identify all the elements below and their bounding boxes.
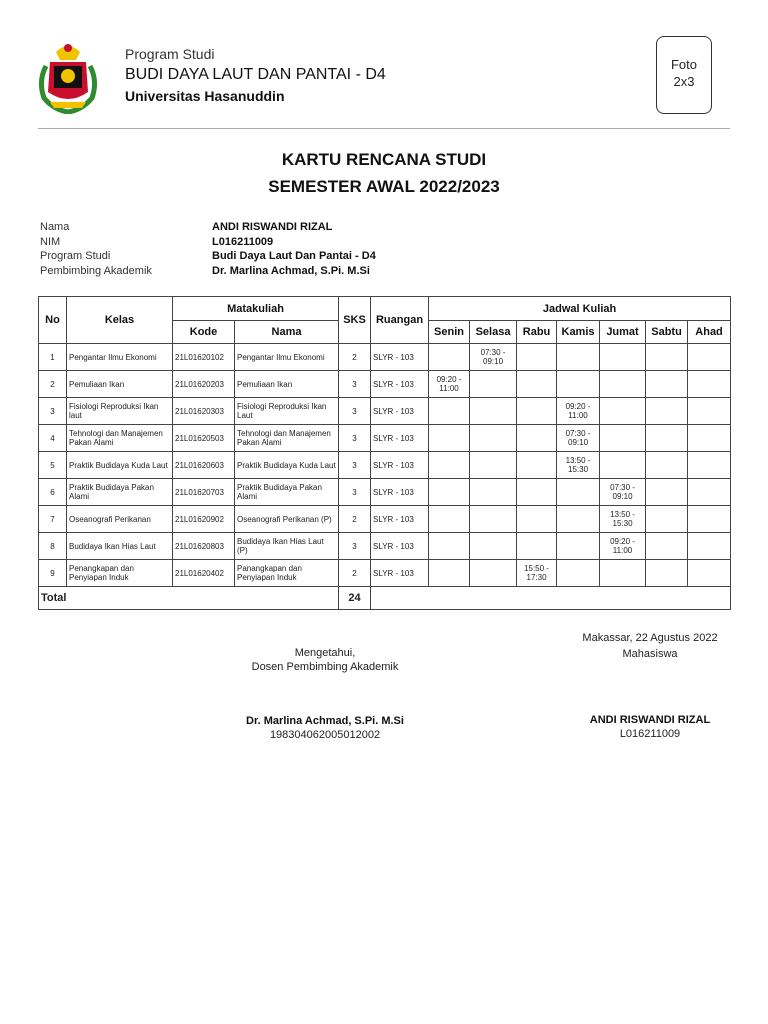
cell-sks: 3 [339, 479, 371, 506]
total-label: Total [39, 587, 339, 610]
cell-no: 4 [39, 425, 67, 452]
cell-schedule: 07:30 - 09:10 [557, 425, 600, 452]
student-signature-name: ANDI RISWANDI RIZAL [589, 714, 711, 726]
table-row [39, 479, 731, 506]
cell-schedule [688, 344, 731, 371]
student-advisor: Dr. Marlina Achmad, S.Pi. M.Si [212, 264, 370, 277]
header-kelas: Kelas [67, 297, 173, 344]
header-kode: Kode [173, 321, 235, 344]
table-row [39, 452, 731, 479]
cell-nama: Pengantar Ilmu Ekonomi [235, 344, 339, 371]
page-header [0, 0, 768, 130]
student-role: Mahasiswa [622, 648, 678, 660]
cell-schedule: 13:50 - 15:30 [557, 452, 600, 479]
cell-schedule: 07:30 - 09:10 [600, 479, 646, 506]
signature-date: Makassar, 22 Agustus 2022 [582, 632, 718, 644]
cell-schedule [470, 398, 517, 425]
cell-kode: 21L01620203 [173, 371, 235, 398]
cell-ruangan: SLYR - 103 [371, 479, 429, 506]
cell-schedule: 07:30 - 09:10 [470, 344, 517, 371]
cell-kelas: Praktik Budidaya Kuda Laut [67, 452, 173, 479]
cell-kode: 21L01620603 [173, 452, 235, 479]
cell-schedule [557, 344, 600, 371]
cell-no: 9 [39, 560, 67, 587]
total-row [39, 587, 731, 610]
cell-schedule [557, 479, 600, 506]
cell-sks: 2 [339, 506, 371, 533]
student-name: ANDI RISWANDI RIZAL [212, 221, 333, 233]
cell-no: 6 [39, 479, 67, 506]
cell-schedule [429, 479, 470, 506]
table-row [39, 398, 731, 425]
total-filler [371, 587, 731, 610]
cell-schedule [646, 425, 688, 452]
cell-kode: 21L01620803 [173, 533, 235, 560]
cell-sks: 3 [339, 398, 371, 425]
header-day-sabtu: Sabtu [646, 321, 688, 344]
table-row [39, 371, 731, 398]
cell-schedule: 09:20 - 11:00 [557, 398, 600, 425]
cell-schedule [517, 371, 557, 398]
cell-schedule [600, 452, 646, 479]
cell-kelas: Oseanografi Perikanan [67, 506, 173, 533]
cell-kelas: Tehnologi dan Manajemen Pakan Alami [67, 425, 173, 452]
cell-schedule [646, 398, 688, 425]
program-name: BUDI DAYA LAUT DAN PANTAI - D4 [125, 66, 386, 83]
cell-ruangan: SLYR - 103 [371, 398, 429, 425]
header-matakuliah: Matakuliah [173, 297, 339, 321]
cell-sks: 3 [339, 371, 371, 398]
header-day-kamis: Kamis [557, 321, 600, 344]
cell-schedule [600, 398, 646, 425]
cell-kode: 21L01620902 [173, 506, 235, 533]
cell-schedule [470, 452, 517, 479]
advisor-signature-name: Dr. Marlina Achmad, S.Pi. M.Si [246, 715, 404, 727]
cell-schedule [470, 371, 517, 398]
cell-schedule [470, 560, 517, 587]
cell-schedule [517, 425, 557, 452]
cell-nama: Tehnologi dan Manajemen Pakan Alami [235, 425, 339, 452]
cell-schedule [429, 398, 470, 425]
cell-ruangan: SLYR - 103 [371, 560, 429, 587]
cell-schedule [517, 506, 557, 533]
cell-kode: 21L01620102 [173, 344, 235, 371]
university-name: Universitas Hasanuddin [125, 88, 285, 104]
cell-schedule [600, 371, 646, 398]
cell-nama: Oseanografi Perikanan (P) [235, 506, 339, 533]
cell-schedule [646, 371, 688, 398]
header-day-ahad: Ahad [688, 321, 731, 344]
cell-ruangan: SLYR - 103 [371, 506, 429, 533]
cell-schedule [646, 533, 688, 560]
photo-label: Foto [670, 57, 697, 72]
cell-schedule [517, 452, 557, 479]
cell-kelas: Praktik Budidaya Pakan Alami [67, 479, 173, 506]
cell-schedule [470, 425, 517, 452]
ack-text: Mengetahui, [294, 647, 356, 659]
cell-nama: Fisiologi Reproduksi Ikan Laut [235, 398, 339, 425]
cell-schedule [646, 506, 688, 533]
name-label: Nama [40, 221, 70, 233]
cell-kelas: Penangkapan dan Penyiapan Induk [67, 560, 173, 587]
cell-schedule [688, 560, 731, 587]
header-divider [38, 128, 730, 129]
student-nim: L016211009 [212, 235, 274, 248]
cell-schedule [557, 533, 600, 560]
table-row [39, 560, 731, 587]
cell-schedule [429, 560, 470, 587]
header-day-selasa: Selasa [470, 321, 517, 344]
cell-schedule [557, 506, 600, 533]
header-day-rabu: Rabu [517, 321, 557, 344]
cell-schedule: 13:50 - 15:30 [600, 506, 646, 533]
cell-schedule [470, 533, 517, 560]
cell-no: 8 [39, 533, 67, 560]
cell-no: 3 [39, 398, 67, 425]
cell-schedule [517, 344, 557, 371]
cell-kelas: Pengantar Ilmu Ekonomi [67, 344, 173, 371]
cell-nama: Praktik Budidaya Pakan Alami [235, 479, 339, 506]
cell-schedule [688, 479, 731, 506]
header-jadwal: Jadwal Kuliah [429, 297, 731, 321]
cell-schedule [688, 398, 731, 425]
document-title: KARTU RENCANA STUDI [281, 150, 487, 169]
table-row [39, 506, 731, 533]
cell-ruangan: SLYR - 103 [371, 452, 429, 479]
total-sks: 24 [339, 587, 371, 610]
cell-schedule: 15:50 - 17:30 [517, 560, 557, 587]
advisor-role: Dosen Pembimbing Akademik [251, 661, 399, 673]
cell-schedule [600, 560, 646, 587]
header-ruangan: Ruangan [371, 297, 429, 344]
cell-schedule: 09:20 - 11:00 [429, 371, 470, 398]
cell-kode: 21L01620303 [173, 398, 235, 425]
cell-kelas: Budidaya Ikan Hias Laut [67, 533, 173, 560]
cell-schedule [688, 425, 731, 452]
header-no: No [39, 297, 67, 344]
cell-ruangan: SLYR - 103 [371, 371, 429, 398]
cell-schedule [688, 452, 731, 479]
cell-schedule [429, 425, 470, 452]
cell-schedule [688, 506, 731, 533]
cell-schedule [600, 344, 646, 371]
nim-label: NIM [40, 235, 61, 248]
semester-title: SEMESTER AWAL 2022/2023 [268, 177, 500, 196]
cell-schedule [429, 506, 470, 533]
program-label: Program Studi [125, 46, 215, 62]
cell-ruangan: SLYR - 103 [371, 533, 429, 560]
cell-ruangan: SLYR - 103 [371, 425, 429, 452]
cell-sks: 2 [339, 344, 371, 371]
cell-schedule [688, 371, 731, 398]
cell-schedule [557, 371, 600, 398]
cell-kode: 21L01620703 [173, 479, 235, 506]
student-info [40, 220, 376, 278]
cell-schedule [646, 560, 688, 587]
cell-nama: Budidaya Ikan Hias Laut (P) [235, 533, 339, 560]
table-row [39, 533, 731, 560]
cell-schedule [429, 452, 470, 479]
cell-schedule [429, 533, 470, 560]
cell-schedule [517, 479, 557, 506]
advisor-label: Pembimbing Akademik [40, 264, 152, 277]
cell-sks: 3 [339, 452, 371, 479]
cell-no: 2 [39, 371, 67, 398]
cell-kelas: Pemuliaan Ikan [67, 371, 173, 398]
cell-nama: Praktik Budidaya Kuda Laut [235, 452, 339, 479]
cell-schedule [470, 479, 517, 506]
course-table [38, 296, 731, 610]
cell-schedule [646, 344, 688, 371]
cell-kelas: Fisiologi Reproduksi Ikan laut [67, 398, 173, 425]
cell-kode: 21L01620402 [173, 560, 235, 587]
cell-sks: 2 [339, 560, 371, 587]
cell-schedule [688, 533, 731, 560]
photo-placeholder [656, 36, 712, 114]
student-program: Budi Daya Laut Dan Pantai - D4 [212, 250, 376, 262]
cell-nama: Pemuliaan Ikan [235, 371, 339, 398]
cell-schedule [429, 344, 470, 371]
header-day-jumat: Jumat [600, 321, 646, 344]
cell-ruangan: SLYR - 103 [371, 344, 429, 371]
cell-no: 5 [39, 452, 67, 479]
cell-schedule: 09:20 - 11:00 [600, 533, 646, 560]
header-nama: Nama [235, 321, 339, 344]
cell-sks: 3 [339, 533, 371, 560]
cell-no: 1 [39, 344, 67, 371]
cell-nama: Panangkapan dan Penyiapan Induk [235, 560, 339, 587]
cell-schedule [557, 560, 600, 587]
cell-schedule [600, 425, 646, 452]
photo-size: 2x3 [673, 74, 695, 89]
cell-schedule [470, 506, 517, 533]
table-row [39, 344, 731, 371]
header-sks: SKS [339, 297, 371, 344]
advisor-nip: 198304062005012002 [269, 729, 381, 741]
cell-no: 7 [39, 506, 67, 533]
university-logo-icon [36, 36, 100, 114]
cell-schedule [517, 398, 557, 425]
program-field-label: Program Studi [40, 250, 111, 262]
cell-schedule [646, 479, 688, 506]
cell-sks: 3 [339, 425, 371, 452]
student-signature-nim: L016211009 [619, 728, 681, 740]
header-day-senin: Senin [429, 321, 470, 344]
cell-schedule [517, 533, 557, 560]
table-row [39, 425, 731, 452]
cell-kode: 21L01620503 [173, 425, 235, 452]
cell-schedule [646, 452, 688, 479]
